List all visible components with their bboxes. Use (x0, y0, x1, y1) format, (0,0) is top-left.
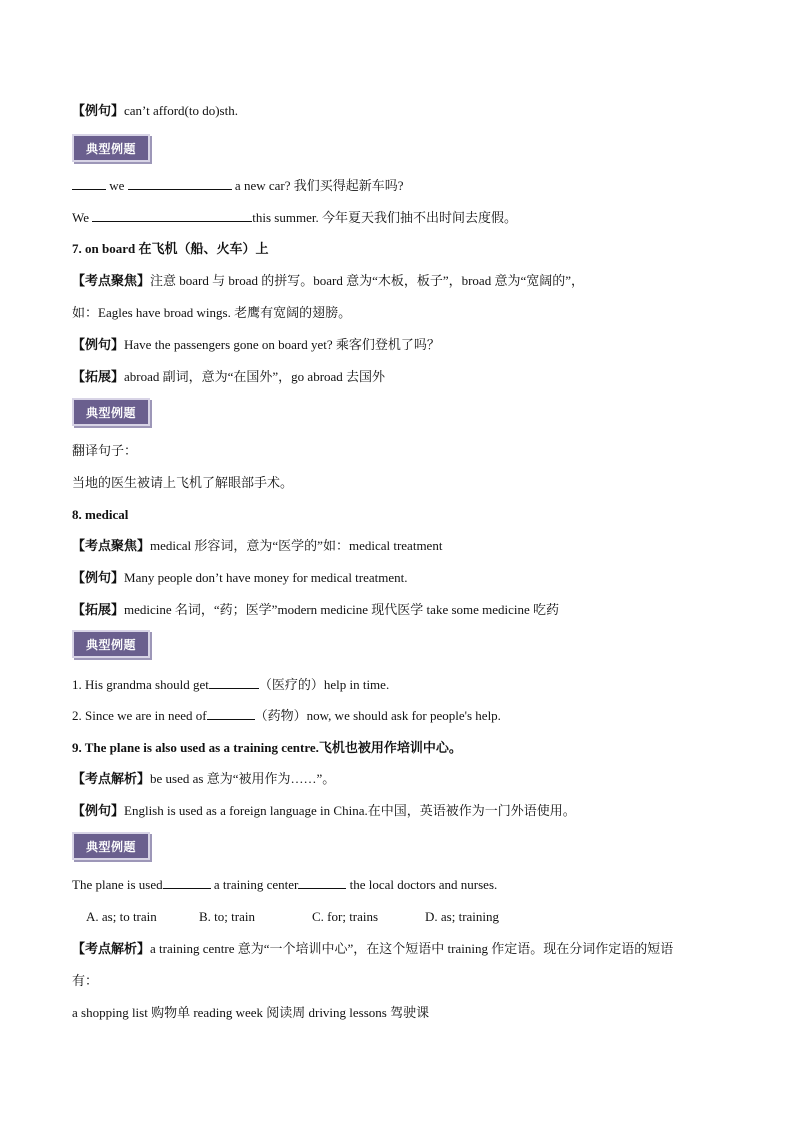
heading-9: 9. The plane is also used as a training centre.飞机也被用作培训中心。 (72, 740, 462, 755)
option-b[interactable]: B. to; train (199, 909, 255, 924)
extension-line-8: 【拓展】medicine 名词，“药；医学”modern medicine 现代医学 take some medicine 吃药 (72, 602, 560, 617)
option-c[interactable]: C. for; trains (312, 909, 379, 924)
answer-blank[interactable] (92, 209, 252, 222)
exercise-line-1: we a new car? 我们买得起新车吗? (72, 177, 404, 195)
extension-line-7: 【拓展】abroad 副词，意为“在国外”，go abroad 去国外 (72, 369, 386, 384)
exercise-line-2: We this summer. 今年夏天我们抽不出时间去度假。 (72, 210, 517, 225)
tag-example: 【例句】 (72, 103, 125, 118)
phrase-examples: a shopping list 购物单 reading week 阅读周 driving lessons 驾驶课 (72, 1005, 430, 1020)
option-d[interactable]: D. as; training (425, 909, 500, 924)
heading-8: 8. medical (72, 507, 129, 522)
typical-example-badge: 典型例题 (72, 630, 150, 658)
answer-blank[interactable] (209, 676, 259, 689)
answer-blank[interactable] (207, 707, 255, 720)
answer-blank[interactable] (72, 177, 106, 190)
translate-sentence: 当地的医生被请上飞机了解眼部手术。 (72, 475, 294, 490)
answer-blank[interactable] (298, 876, 346, 889)
heading-7: 7. on board 在飞机（船、火车）上 (72, 241, 269, 256)
exercise-8-1: 1. His grandma should get （医疗的）help in time. (72, 677, 390, 692)
example-line-8: 【例句】Many people don’t have money for medical treatment. (72, 570, 408, 585)
example-line-7a: 如：Eagles have broad wings. 老鹰有宽阔的翅膀。 (72, 305, 352, 320)
answer-blank[interactable] (128, 177, 232, 190)
analysis-line-9c: 有： (72, 973, 99, 988)
exercise-8-2: 2. Since we are in need of （药物）now, we should ask for people's help. (72, 708, 501, 723)
typical-example-badge: 典型例题 (72, 398, 150, 426)
example-line-9: 【例句】English is used as a foreign language in China.在中国，英语被作为一门外语使用。 (72, 803, 576, 818)
analysis-line-9: 【考点解析】be used as 意为“被用作为……”。 (72, 771, 336, 786)
example-line (72, 102, 238, 120)
analysis-line-9b: 【考点解析】a training centre 意为“一个培训中心”，在这个短语中 training 作定语。现在分词作定语的短语 (72, 941, 674, 956)
example-text: can’t afford(to do)sth. (124, 103, 238, 118)
exercise-9: The plane is used a training center the local doctors and nurses. (72, 877, 498, 892)
options-9 (86, 908, 538, 926)
focus-line-8: 【考点聚焦】medical 形容词，意为“医学的”如：medical treatment (72, 538, 443, 553)
option-a[interactable]: A. as; to train (86, 909, 157, 924)
typical-example-badge: 典型例题 (72, 832, 150, 860)
answer-blank[interactable] (163, 876, 211, 889)
translate-prompt: 翻译句子： (72, 443, 138, 458)
typical-example-badge: 典型例题 (72, 134, 150, 162)
focus-line-7: 【考点聚焦】注意 board 与 broad 的拼写。board 意为“木板，板子”，broad 意为“宽阔的”， (72, 273, 584, 288)
example-line-7b: 【例句】Have the passengers gone on board yet? 乘客们登机了吗？ (72, 337, 440, 352)
